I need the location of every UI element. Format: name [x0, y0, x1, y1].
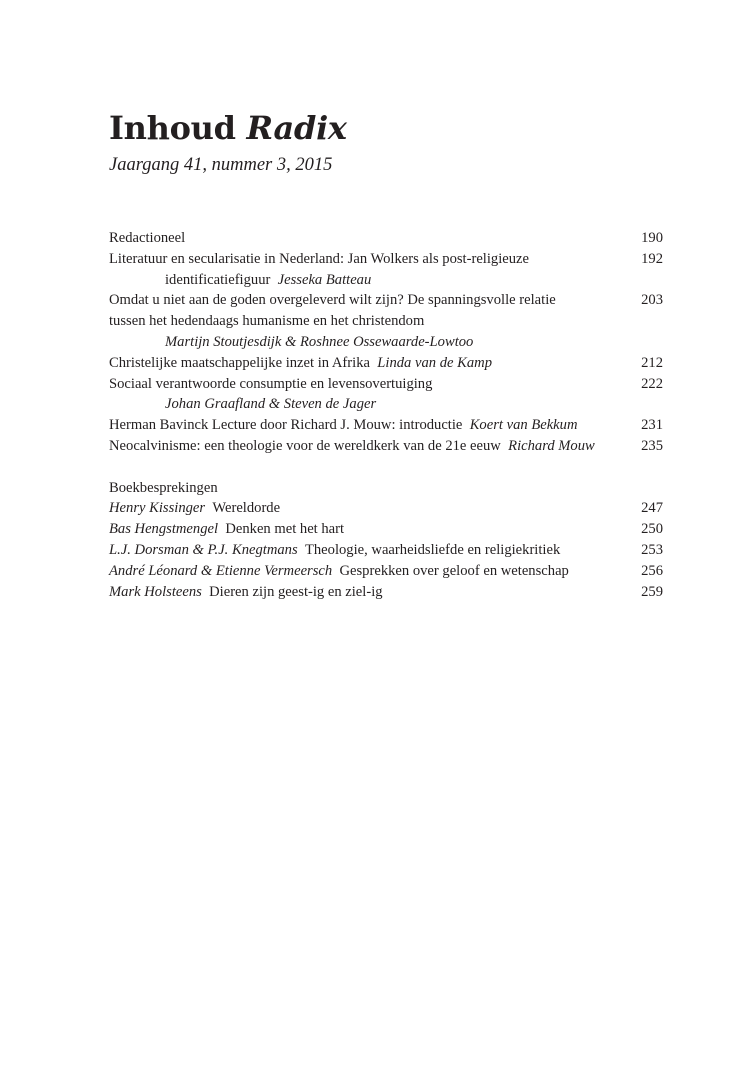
toc-entry[interactable] — [109, 249, 663, 270]
toc-entry[interactable] — [109, 353, 663, 374]
page-number: 256 — [641, 562, 663, 579]
page-number: 231 — [641, 417, 663, 434]
review-entry[interactable] — [109, 561, 663, 582]
page-number: 250 — [641, 521, 663, 538]
entry-author: Richard Mouw — [508, 437, 595, 454]
toc-entry-continuation — [109, 270, 663, 291]
title-main: Inhoud — [109, 109, 236, 147]
review-entry[interactable] — [109, 540, 663, 561]
toc-entry[interactable] — [109, 290, 663, 311]
review-author: André Léonard & Etienne Vermeersch — [109, 562, 333, 579]
review-entry[interactable] — [109, 498, 663, 519]
page-title — [109, 108, 347, 148]
issue-subtitle: Jaargang 41, nummer 3, 2015 — [109, 155, 333, 175]
title-journal-name: Radix — [246, 109, 347, 147]
review-title: Dieren zijn geest-ig en ziel-ig — [209, 583, 383, 600]
entry-title: Herman Bavinck Lecture door Richard J. Mouw: introductie — [109, 417, 463, 434]
review-title: Denken met het hart — [225, 521, 345, 538]
review-entry[interactable] — [109, 582, 663, 603]
review-author: Henry Kissinger — [109, 500, 206, 517]
toc-entry-continuation — [109, 311, 663, 332]
entry-author: Martijn Stoutjesdijk & Roshnee Ossewaarde-Lowtoo — [165, 333, 474, 350]
review-title: Theologie, waarheidsliefde en religiekritiek — [304, 541, 561, 558]
page-number: 203 — [641, 292, 663, 309]
review-title: Wereldorde — [212, 500, 281, 517]
entry-title: Literatuur en secularisatie in Nederland: Jan Wolkers als post-religieuze — [109, 250, 529, 267]
page-number: 253 — [641, 541, 663, 558]
page-number: 222 — [641, 375, 663, 392]
entry-author: Linda van de Kamp — [377, 354, 493, 371]
toc-list — [109, 228, 663, 602]
page-number: 259 — [641, 583, 663, 600]
section-divider — [109, 457, 663, 478]
entry-title: Omdat u niet aan de goden overgeleverd wilt zijn? De spanningsvolle relatie — [109, 292, 556, 309]
entry-author: Jesseka Batteau — [277, 271, 372, 288]
toc-entry-continuation — [109, 394, 663, 415]
review-author: Bas Hengstmengel — [109, 521, 219, 538]
toc-entry-continuation — [109, 332, 663, 353]
review-entry[interactable] — [109, 519, 663, 540]
toc-entry[interactable] — [109, 374, 663, 395]
toc-entry[interactable] — [109, 436, 663, 457]
entry-title: identificatiefiguur — [165, 271, 271, 288]
entry-title: Christelijke maatschappelijke inzet in Afrika — [109, 354, 370, 371]
review-author: Mark Holsteens — [109, 583, 202, 600]
page-number: 192 — [641, 250, 663, 267]
reviews-heading — [109, 478, 663, 499]
entry-title: Redactioneel — [109, 230, 186, 246]
entry-author: Koert van Bekkum — [469, 417, 578, 434]
page-number: 212 — [641, 354, 663, 371]
entry-title: tussen het hedendaags humanisme en het christendom — [109, 313, 425, 330]
page-number: 247 — [641, 500, 663, 517]
toc-entry[interactable] — [109, 415, 663, 436]
section-heading: Boekbesprekingen — [109, 479, 218, 496]
entry-title: Sociaal verantwoorde consumptie en levensovertuiging — [109, 375, 433, 392]
entry-title: Neocalvinisme: een theologie voor de wereldkerk van de 21e eeuw — [109, 437, 501, 454]
page-number: 235 — [641, 437, 663, 454]
toc-entry[interactable] — [109, 228, 663, 249]
page-number: 190 — [641, 230, 663, 246]
entry-author: Johan Graafland & Steven de Jager — [165, 396, 377, 413]
review-author: L.J. Dorsman & P.J. Knegtmans — [109, 541, 298, 558]
review-title: Gesprekken over geloof en wetenschap — [339, 562, 569, 579]
